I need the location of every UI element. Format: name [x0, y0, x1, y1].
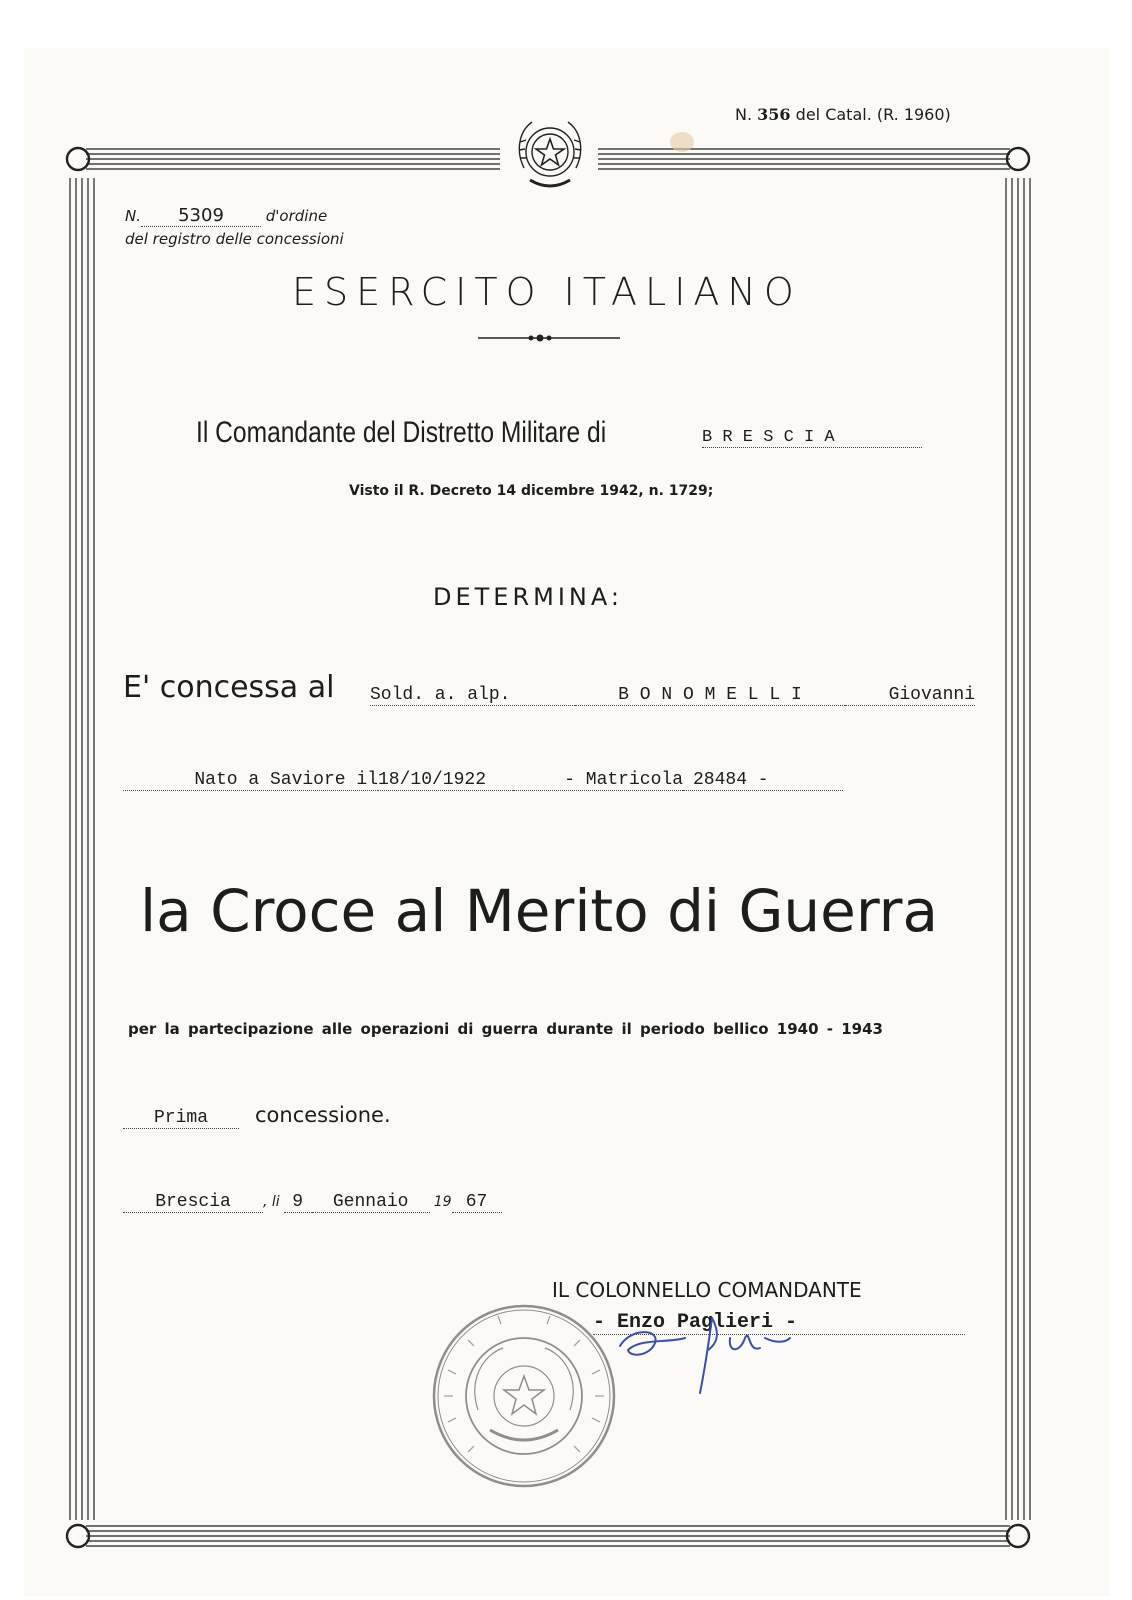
date-year-prefix: 19 [433, 1194, 452, 1210]
date-year-suffix: 67 [452, 1192, 502, 1213]
grant-birth-field [123, 770, 843, 791]
order-number [125, 205, 327, 227]
commander-city: B R E S C I A [702, 428, 922, 448]
grant-rank: Sold. a. alp. [370, 685, 575, 706]
award-title: la Croce al Merito di Guerra [140, 877, 939, 945]
catalog-suffix: del Catal. (R. 1960) [795, 105, 951, 124]
stamp-icon [428, 1300, 620, 1492]
order-register-label: del registro delle concessioni [125, 230, 344, 248]
catalog-value: 356 [757, 105, 791, 124]
order-prefix: N. [125, 207, 141, 225]
handwritten-signature-icon [600, 1298, 820, 1398]
grant-birth-date: 18/10/1922 [378, 770, 513, 791]
signature-title: IL COLONNELLO COMANDANTE [552, 1278, 862, 1302]
order-label: d'ordine [265, 207, 328, 225]
grant-name: Giovanni [845, 685, 975, 706]
award-reason: per la partecipazione alle operazioni di guerra durante il periodo bellico 1940 - 1943 [128, 1020, 883, 1038]
date-separator: , li [263, 1194, 280, 1210]
catalog-prefix: N. [735, 105, 753, 124]
grant-recipient-field [370, 685, 975, 706]
concession-label: concessione. [255, 1103, 391, 1127]
emblem-icon [510, 112, 590, 200]
concession-value: Prima [123, 1108, 239, 1129]
determina-heading: DETERMINA: [433, 583, 623, 611]
order-value: 5309 [141, 205, 261, 227]
grant-surname: B O N O M E L L I [575, 685, 845, 706]
catalog-number [735, 105, 951, 124]
document-title: ESERCITO ITALIANO [292, 270, 802, 314]
grant-matricola: 28484 - [683, 770, 843, 791]
concession-line [123, 1103, 391, 1129]
grant-birth-label: Nato a Saviore il [123, 770, 378, 791]
date-place: Brescia [123, 1192, 263, 1213]
commander-line: Il Comandante del Distretto Militare di [196, 416, 607, 449]
signature-name: - Enzo Paglieri - [593, 1311, 965, 1335]
date-day: 9 [284, 1192, 312, 1213]
commander-city-field [702, 428, 922, 448]
date-line [123, 1192, 502, 1213]
grant-prefix: E' concessa al [123, 670, 335, 705]
date-month: Gennaio [312, 1192, 430, 1213]
grant-matricola-label: - Matricola [513, 770, 683, 791]
decree-line: Visto il R. Decreto 14 dicembre 1942, n. 1729; [349, 483, 714, 499]
